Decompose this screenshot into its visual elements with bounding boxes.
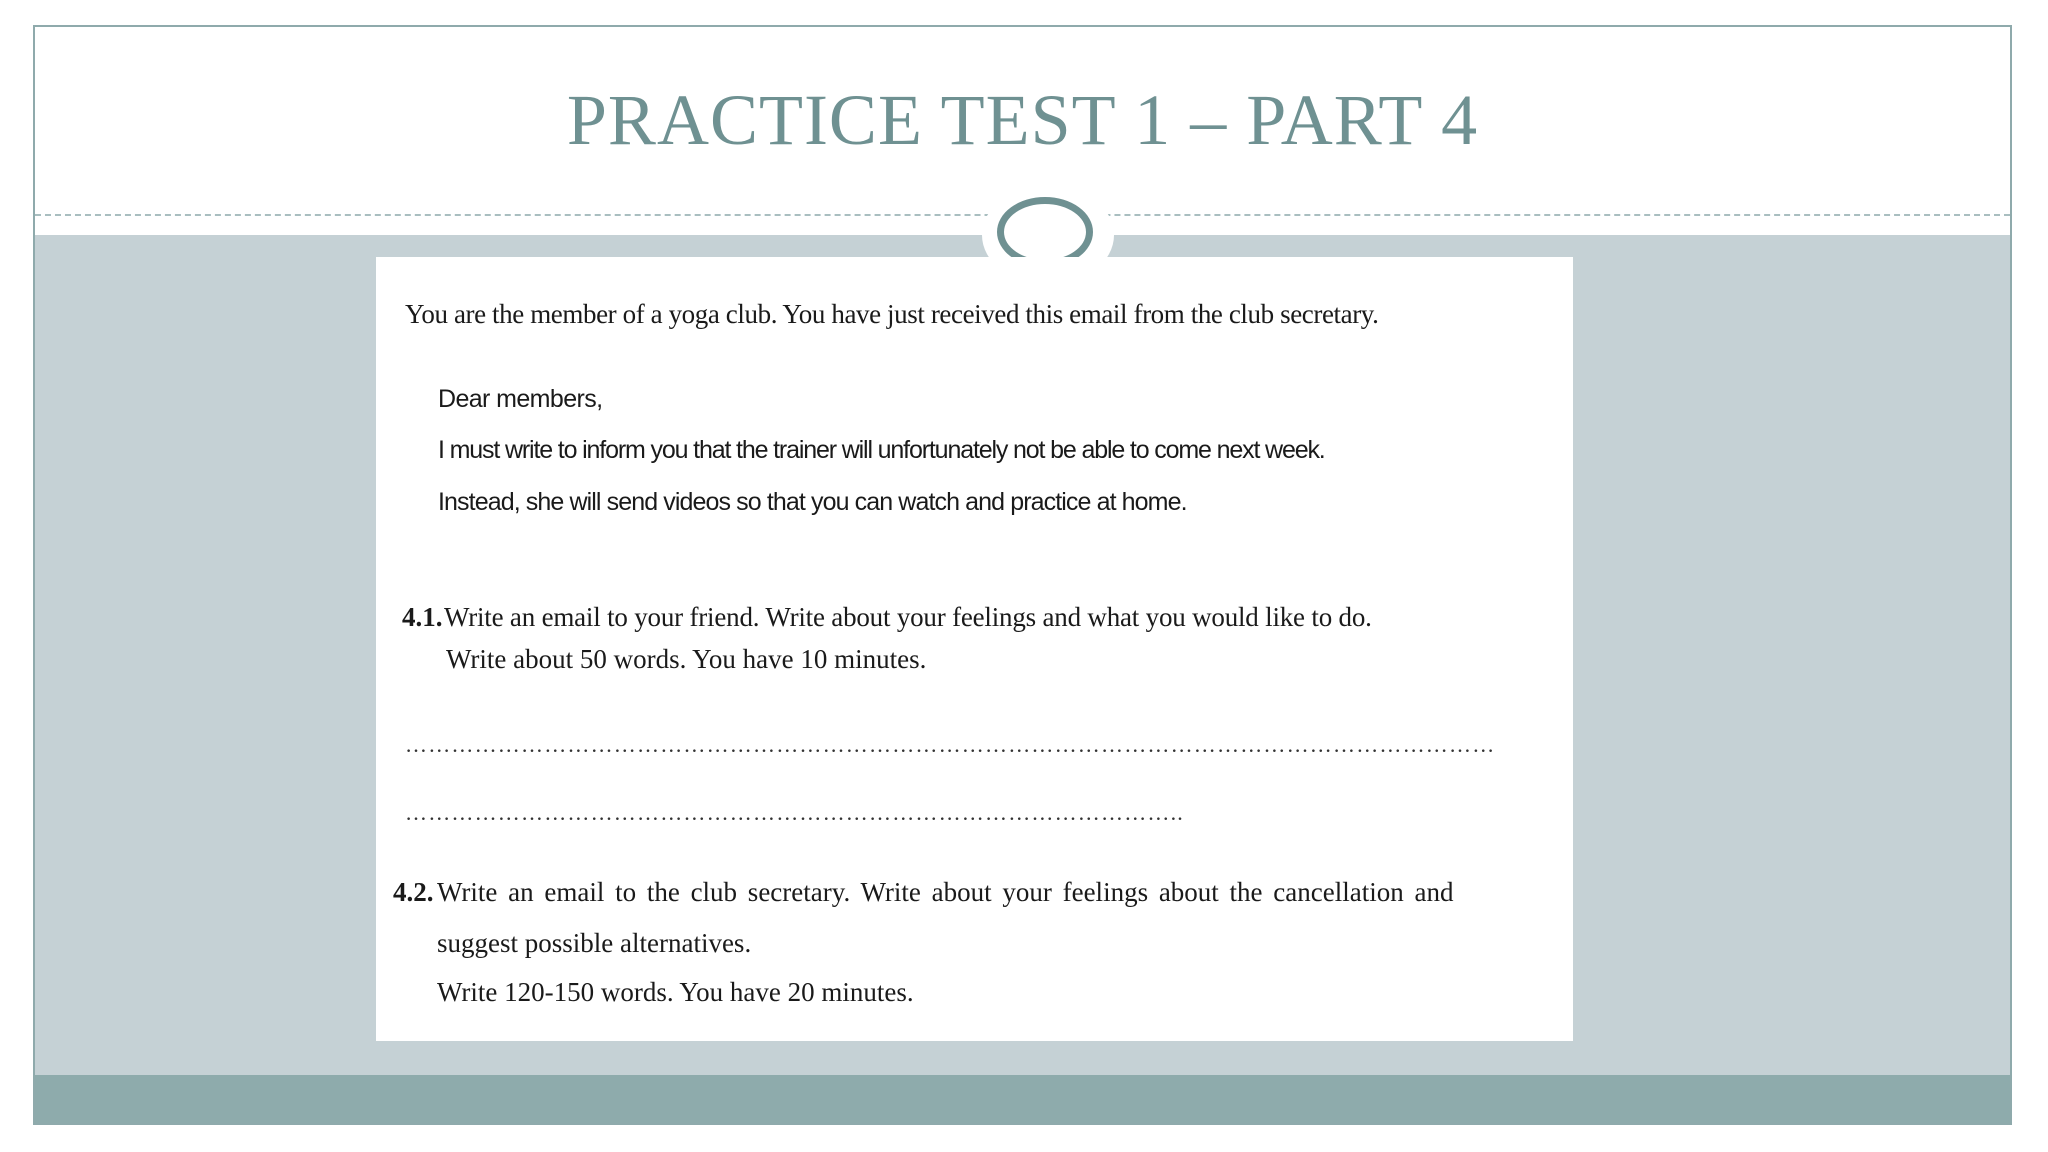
footer-band [35,1075,2010,1125]
slide [33,25,2012,1125]
question-4-2-text-2: suggest possible alternatives. [437,928,752,958]
email-greeting: Dear members, [438,385,603,413]
slide-title: PRACTICE TEST 1 – PART 4 [566,80,1479,160]
answer-line-2: ……………………………………………………………………………………….. [405,800,1184,825]
question-4-2-text: Write an email to the club secretary. Write about your feelings about the cancellation and [437,877,1454,907]
task-intro: You are the member of a yoga club. You have just received this email from the club secretary. [405,299,1379,329]
question-number-4-1: 4.1. [402,602,443,632]
email-line-2: Instead, she will send videos so that you can watch and practice at home. [438,488,1187,516]
question-4-2-text-3: Write 120-150 words. You have 20 minutes. [437,977,914,1007]
email-line-1: I must write to inform you that the trainer will unfortunately not be able to come next week. [438,436,1325,464]
answer-line-1: …………………………………………………………………………………………………………………………… [405,732,1496,757]
question-4-1-text-2: Write about 50 words. You have 10 minutes. [446,644,927,674]
question-4-1-text: Write an email to your friend. Write about your feelings and what you would like to do. [444,602,1372,632]
task-card [376,257,1573,1041]
question-number-4-2: 4.2. [393,877,434,907]
